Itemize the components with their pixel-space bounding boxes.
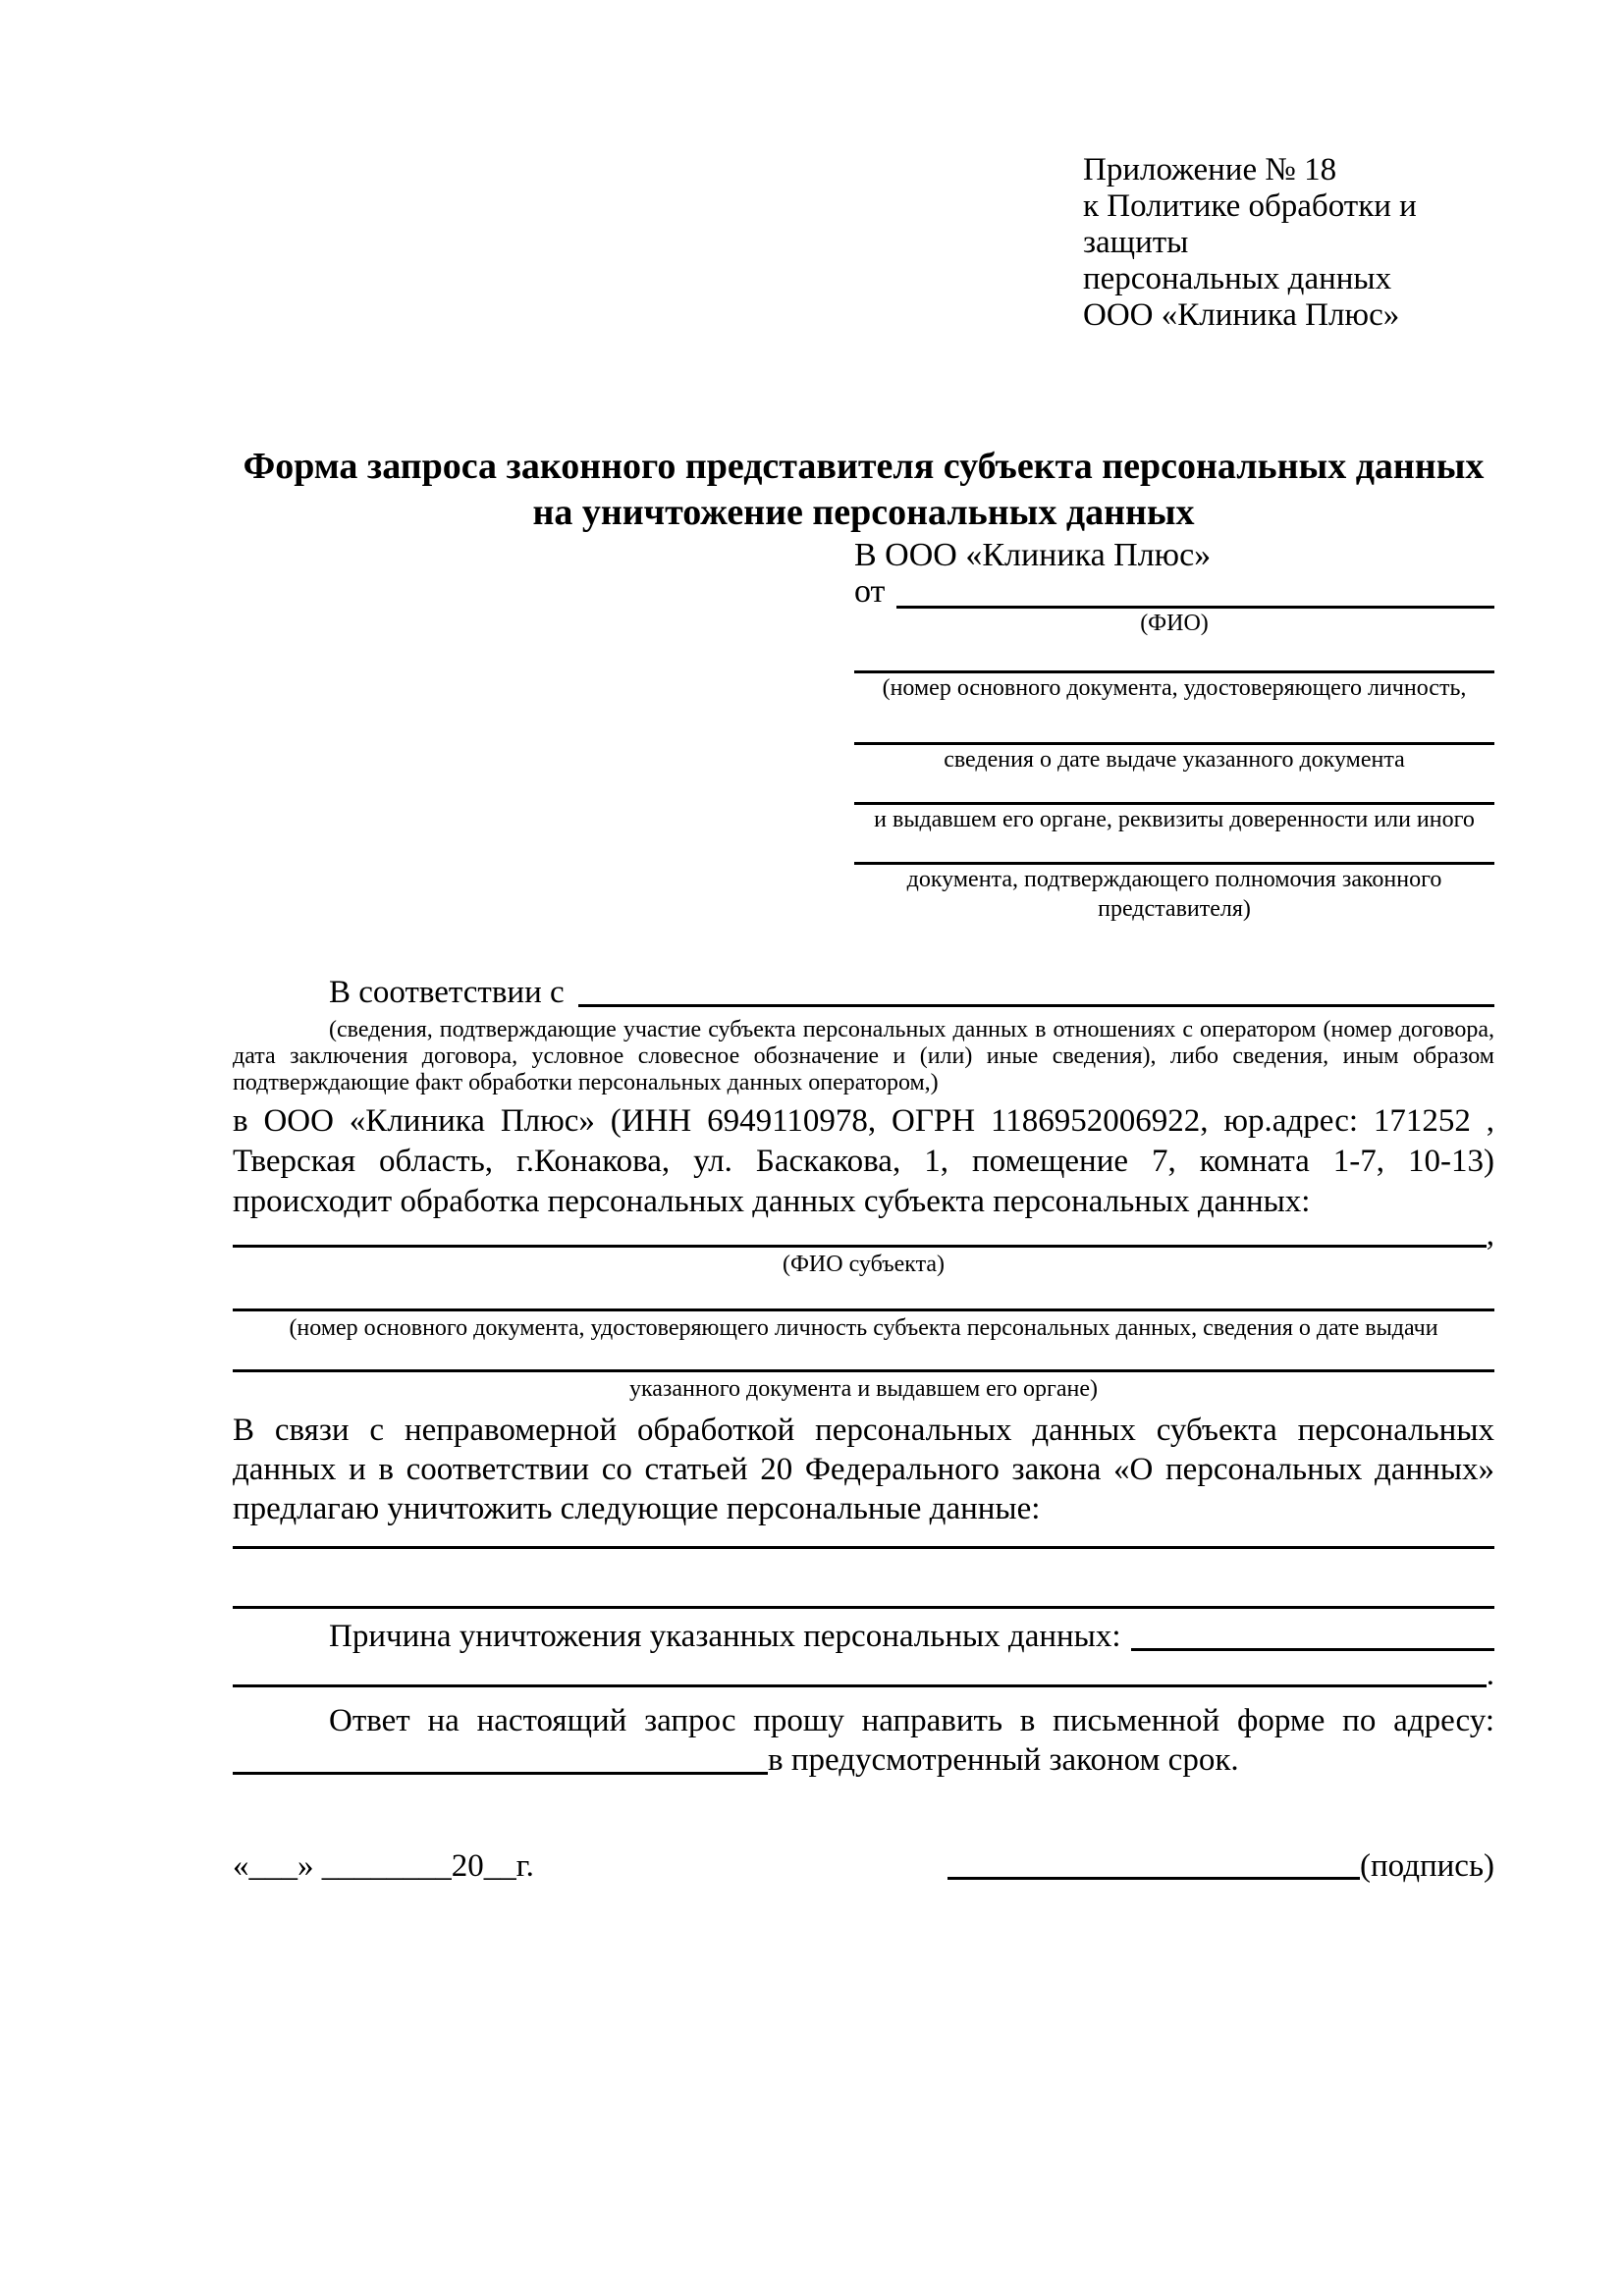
answer-paragraph: Ответ на настоящий запрос прошу направить в письменной форме по адресу:	[329, 1703, 1494, 1738]
accordance-caption: (сведения, подтверждающие участие субъекта персональных данных в отношениях с оператором (номер договора, дата заключения договора, условное словесное обозначение и (или) иные сведения), либо сведения, иным образом подтверждающие факт обработки персональных данных оператором,)	[233, 1017, 1494, 1095]
address-fill-line	[233, 1772, 768, 1775]
signature-line	[947, 1877, 1360, 1880]
caption-subject-fio: (ФИО субъекта)	[782, 1252, 946, 1277]
accordance-fill-line	[578, 1004, 1494, 1007]
blank-fill-line	[854, 774, 1494, 805]
blank-fill-line	[233, 1528, 1494, 1549]
annex-header-line: к Политике обработки и защиты	[1083, 188, 1417, 260]
caption-subject-doc-2: указанного документа и выдавшем его органе)	[628, 1376, 1099, 1402]
answer-address-row	[233, 1740, 1494, 1780]
signature-group	[947, 1848, 1494, 1885]
subject-fio-row	[233, 1217, 1494, 1253]
date-field: «___» ________20__г.	[233, 1848, 534, 1884]
accordance-label: В соответствии с	[329, 975, 565, 1010]
reason-label: Причина уничтожения указанных персональных данных:	[329, 1619, 1121, 1654]
blank-fill-line	[854, 638, 1494, 673]
accordance-row	[233, 975, 1494, 1011]
from-row	[854, 575, 1494, 609]
blank-fill-line	[854, 703, 1494, 745]
caption-identity-doc: (номер основного документа, удостоверяющего личность,	[882, 675, 1467, 701]
caption-fio: (ФИО)	[1140, 611, 1209, 636]
blank-fill-line	[233, 1278, 1494, 1311]
addressee-block	[854, 536, 1494, 924]
blank-fill-line	[854, 834, 1494, 865]
from-label: от	[854, 573, 886, 610]
sentence-period: .	[1486, 1657, 1494, 1692]
reason-row	[233, 1619, 1494, 1655]
form-title-line-1: Форма запроса законного представителя субъекта персональных данных	[243, 446, 1485, 487]
signature-caption: (подпись)	[1360, 1848, 1494, 1884]
footer-row	[233, 1848, 1494, 1885]
form-title-line-2: на уничтожение персональных данных	[532, 492, 1195, 533]
annex-header-line: персональных данных	[1083, 261, 1392, 296]
form-title	[233, 444, 1494, 536]
caption-authority-doc: документа, подтверждающего полномочия законного представителя)	[906, 867, 1442, 922]
caption-subject-doc-1: (номер основного документа, удостоверяющего личность субъекта персональных данных, сведения о дате выдачи	[289, 1315, 1438, 1341]
addressee-to: В ООО «Клиника Плюс»	[854, 537, 1212, 573]
reason-end-row	[233, 1655, 1494, 1692]
destroy-paragraph: В связи с неправомерной обработкой персональных данных субъекта персональных данных и в соответствии со статьей 20 Федерального закона «О персональных данных» предлагаю уничтожить следующие персональные данные:	[233, 1413, 1494, 1526]
caption-issue-date: сведения о дате выдаче указанного документа	[944, 747, 1405, 773]
subject-fio-line	[233, 1231, 1487, 1248]
caption-issuing-authority: и выдавшем его органе, реквизиты доверенности или иного	[874, 807, 1475, 832]
reason-end-line	[233, 1655, 1487, 1687]
annex-header-line: ООО «Клиника Плюс»	[1083, 297, 1400, 333]
annex-header-line: Приложение № 18	[1083, 152, 1337, 187]
trailing-comma: ,	[1486, 1217, 1494, 1253]
blank-fill-line	[233, 1342, 1494, 1372]
answer-tail: в предусмотренный законом срок.	[768, 1742, 1239, 1778]
operator-paragraph: в ООО «Клиника Плюс» (ИНН 6949110978, ОГРН 1186952006922, юр.адрес: 171252 , Тверская область, г.Конакова, ул. Баскакова, 1, помещение 7, комната 1-7, 10-13) происходит обработка персональных данных субъекта персональных данных:	[233, 1103, 1494, 1219]
annex-header	[1083, 152, 1494, 334]
reason-fill-line	[1131, 1648, 1494, 1651]
blank-fill-line	[233, 1549, 1494, 1609]
